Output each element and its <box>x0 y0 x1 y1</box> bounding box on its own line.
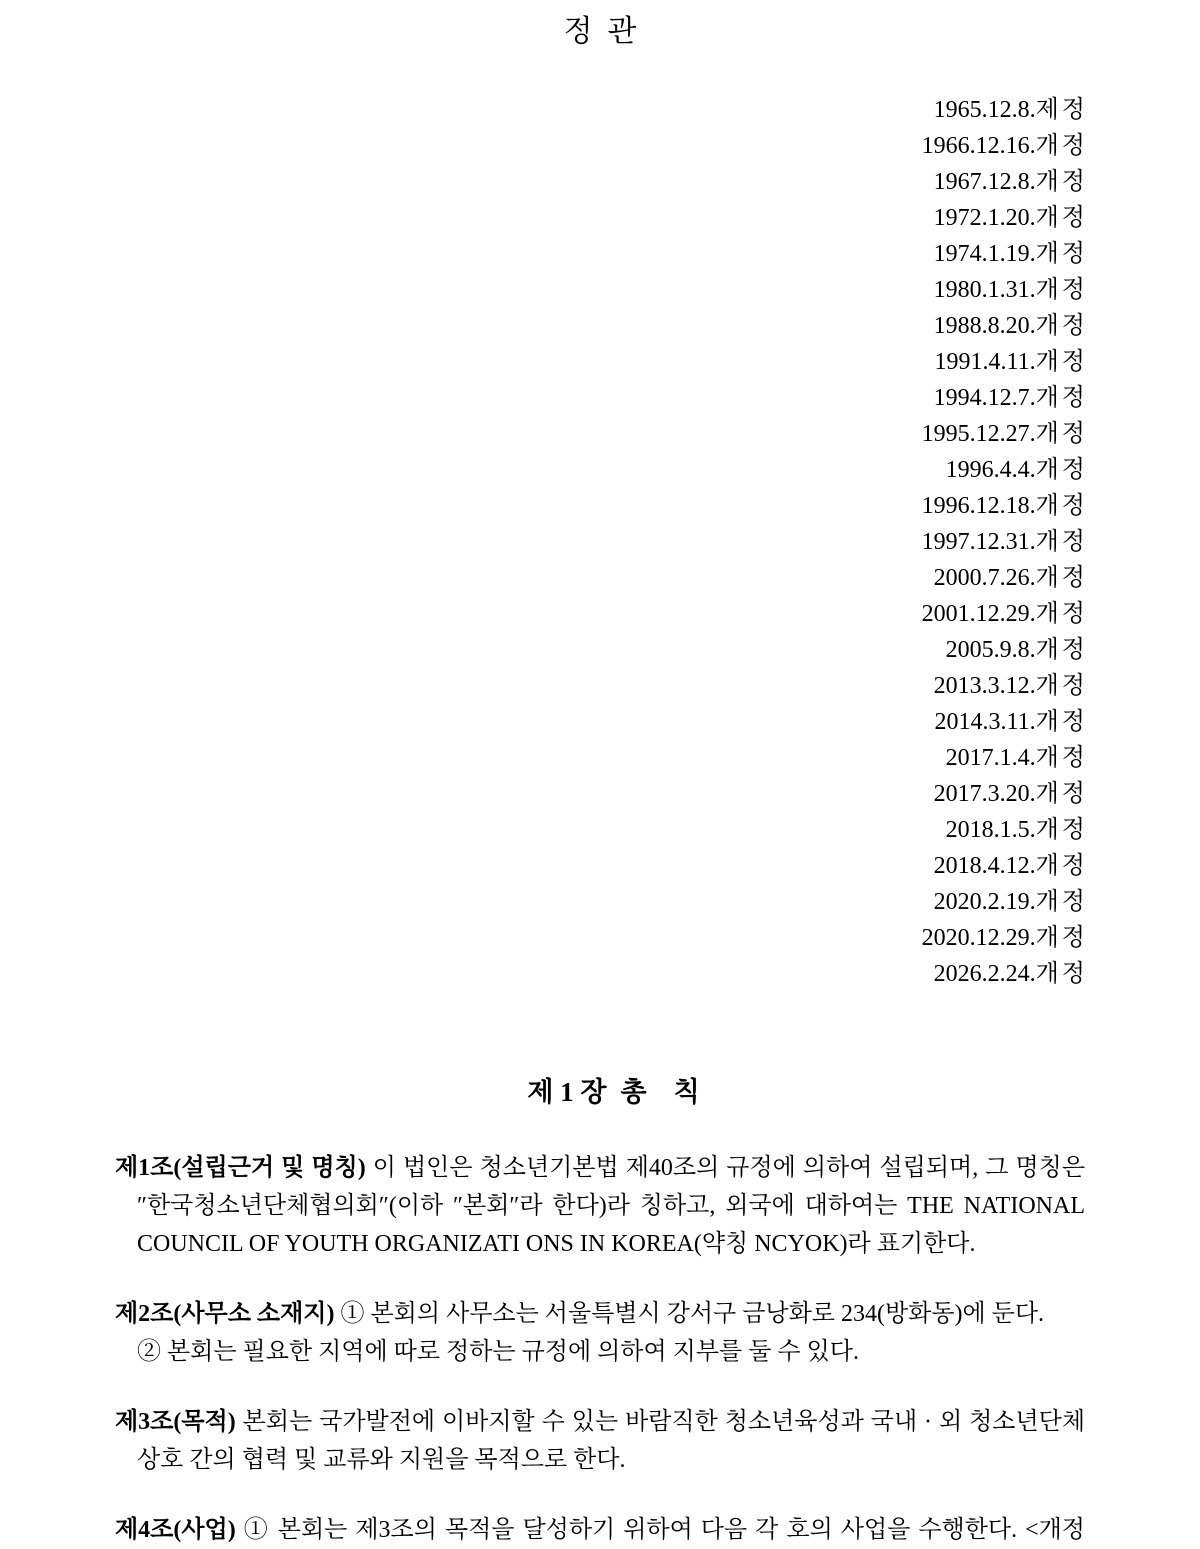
revision-type: 개정 <box>1035 601 1088 627</box>
article <box>115 1295 1085 1371</box>
revision-date: 1997.12.31. <box>921 529 1036 555</box>
clause-text: ① 본회는 제3조의 목적을 달성하기 위하여 다음 각 호의 사업을 수행한다. <개정 <box>243 1517 1085 1543</box>
revision-type: 개정 <box>1035 781 1088 807</box>
revision-date: 2005.9.8. <box>945 637 1036 663</box>
clause-text: ① 본회의 사무소는 서울특별시 강서구 금낭화로 234(방화동)에 둔다. <box>340 1301 1045 1327</box>
article-label: 제4조(사업) <box>115 1517 236 1543</box>
articles-section <box>115 1149 1085 1549</box>
revision-entry <box>115 452 1088 488</box>
revision-date: 2017.3.20. <box>933 781 1036 807</box>
revision-date: 2026.2.24. <box>933 961 1036 987</box>
revision-date: 1966.12.16. <box>921 133 1036 159</box>
revision-date: 1988.8.20. <box>933 313 1036 339</box>
revision-entry <box>115 812 1088 848</box>
revision-date: 1994.12.7. <box>933 385 1036 411</box>
revision-entry <box>115 416 1088 452</box>
revision-entry <box>115 776 1088 812</box>
revision-date: 1991.4.11. <box>934 349 1036 375</box>
article-label: 제1조(설립근거 및 명칭) <box>115 1155 366 1181</box>
revision-type: 개정 <box>1035 853 1088 879</box>
revision-date: 1996.4.4. <box>945 457 1036 483</box>
revision-entry <box>115 668 1088 704</box>
revision-type: 개정 <box>1035 169 1088 195</box>
revision-type: 개정 <box>1035 493 1088 519</box>
revision-type: 개정 <box>1035 637 1088 663</box>
revision-date: 1972.1.20. <box>933 205 1036 231</box>
revision-entry <box>115 380 1088 416</box>
revision-type: 개정 <box>1035 745 1088 771</box>
article-clause <box>115 1295 1085 1333</box>
revision-entry <box>115 488 1088 524</box>
revision-entry <box>115 128 1088 164</box>
revision-type: 개정 <box>1035 133 1088 159</box>
revision-date: 1974.1.19. <box>933 241 1036 267</box>
clause-text: 이 법인은 청소년기본법 제40조의 규정에 의하여 설립되며, 그 명칭은 ″한국청소년단체협의회″(이하 ″본회″라 한다)라 칭하고, 외국에 대하여는 THE NATIONAL COUNCIL OF YOUTH ORGANIZATI ONS IN KOREA(약칭 NCYOK)라 표기한다. <box>137 1155 1086 1257</box>
revision-entry <box>115 596 1088 632</box>
revision-entry <box>115 308 1088 344</box>
revision-entry <box>115 524 1088 560</box>
article <box>115 1511 1085 1549</box>
revision-entry <box>115 740 1088 776</box>
revision-type: 개정 <box>1035 961 1088 987</box>
revision-date: 1995.12.27. <box>921 421 1036 447</box>
revision-type: 개정 <box>1035 529 1088 555</box>
revision-type: 개정 <box>1035 673 1088 699</box>
revision-type: 개정 <box>1035 205 1088 231</box>
article-clause <box>115 1403 1085 1479</box>
revision-type: 개정 <box>1035 565 1088 591</box>
revision-type: 개정 <box>1035 277 1088 303</box>
revision-date: 2020.12.29. <box>921 925 1036 951</box>
article <box>115 1403 1085 1479</box>
revision-type: 개정 <box>1035 709 1088 735</box>
clause-text: 본회는 국가발전에 이바지할 수 있는 바람직한 청소년육성과 국내 · 외 청소년단체 상호 간의 협력 및 교류와 지원을 목적으로 한다. <box>137 1409 1086 1473</box>
revision-entry <box>115 956 1088 992</box>
revision-type: 개정 <box>1035 421 1088 447</box>
revision-type: 개정 <box>1035 925 1088 951</box>
revision-date: 1967.12.8. <box>933 169 1036 195</box>
revision-entry <box>115 848 1088 884</box>
revision-entry <box>115 236 1088 272</box>
revision-type: 개정 <box>1035 313 1088 339</box>
revision-entry <box>115 884 1088 920</box>
article-label: 제3조(목적) <box>115 1409 236 1435</box>
revision-entry <box>115 164 1088 200</box>
revision-date: 1980.1.31. <box>933 277 1036 303</box>
revision-date: 2001.12.29. <box>921 601 1036 627</box>
clause-text: ② 본회는 필요한 지역에 따로 정하는 규정에 의하여 지부를 둘 수 있다. <box>137 1339 859 1365</box>
revision-type: 제정 <box>1035 97 1088 123</box>
revision-entry <box>115 200 1088 236</box>
revision-entry <box>115 272 1088 308</box>
revision-date: 1996.12.18. <box>921 493 1036 519</box>
revision-history <box>115 92 1088 992</box>
revision-type: 개정 <box>1035 349 1088 375</box>
revision-type: 개정 <box>1035 889 1088 915</box>
revision-entry <box>115 92 1088 128</box>
article-clause <box>115 1511 1085 1549</box>
revision-entry <box>115 560 1088 596</box>
article-clause <box>115 1149 1085 1263</box>
revision-date: 2017.1.4. <box>945 745 1036 771</box>
revision-date: 2014.3.11. <box>934 709 1036 735</box>
article-label: 제2조(사무소 소재지) <box>115 1301 335 1327</box>
revision-type: 개정 <box>1035 241 1088 267</box>
revision-entry <box>115 344 1088 380</box>
revision-entry <box>115 920 1088 956</box>
chapter-title: 총 칙 <box>620 1077 700 1107</box>
revision-date: 2013.3.12. <box>933 673 1036 699</box>
article-clause <box>115 1333 1085 1371</box>
revision-type: 개정 <box>1035 385 1088 411</box>
revision-date: 2018.4.12. <box>933 853 1036 879</box>
revision-date: 2018.1.5. <box>945 817 1036 843</box>
revision-date: 1965.12.8. <box>933 97 1036 123</box>
chapter-number: 제 1 장 <box>527 1077 607 1107</box>
revision-entry <box>115 632 1088 668</box>
revision-type: 개정 <box>1035 817 1088 843</box>
article <box>115 1149 1085 1263</box>
document-title: 정 관 <box>563 15 637 48</box>
revision-type: 개정 <box>1035 457 1088 483</box>
revision-date: 2000.7.26. <box>933 565 1036 591</box>
revision-entry <box>115 704 1088 740</box>
revision-date: 2020.2.19. <box>933 889 1036 915</box>
chapter-heading <box>115 1035 1085 1149</box>
